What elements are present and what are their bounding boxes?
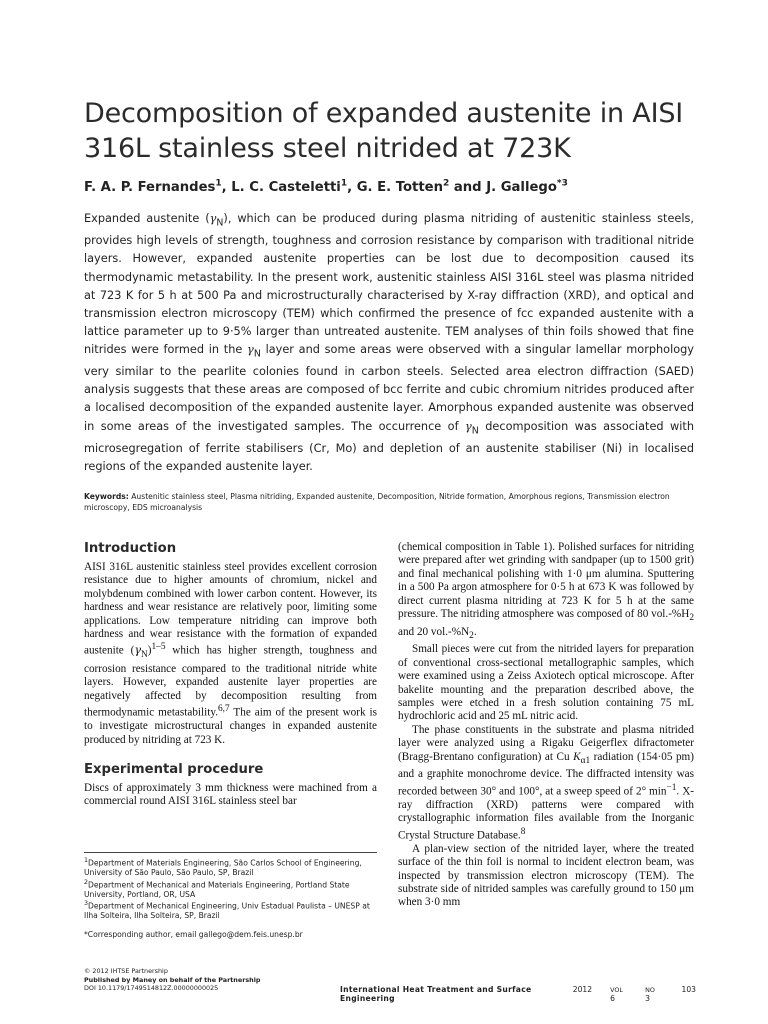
body-text: (chemical composition in Table 1). Polished surfaces for nitriding were prepared after wet grinding with sandpaper (up to 1500 grit) and final mechanical polishing with 1·0 μm alumina. Sputtering in a 500 Pa argon atmosphere for 0·5 h at 673 K was followed by direct current plasma nitriding at 723 K for 5 h at the same pressure. The nitriding atmosphere was composed of 80 vol.-%H (398, 541, 694, 621)
keywords-text: Austenitic stainless steel, Plasma nitriding, Expanded austenite, Decomposition, Nitride formation, Amorphous regions, Transmission electron microscopy, EDS microanalysis (84, 492, 670, 512)
introduction-paragraph (84, 561, 377, 747)
subscript: 2 (689, 613, 694, 624)
publisher-info (84, 967, 344, 993)
affiliation-marker: *3 (556, 178, 568, 189)
affiliation-marker: 1 (340, 178, 348, 189)
body-text: . X-ray diffraction (XRD) patterns were compared with crystallographic information files available from the Inorganic Crystal Structure Database. (398, 785, 695, 842)
right-column (398, 541, 694, 910)
superscript: −1 (666, 782, 677, 793)
abstract (84, 210, 694, 476)
article-title: Decomposition of expanded austenite in AISI 316L stainless steel nitrided at 723K (84, 98, 684, 164)
subscript: α1 (580, 755, 591, 766)
doi-line[interactable]: DOI 10.1179/1749514812Z.00000000025 (84, 984, 219, 993)
subscript: N (141, 650, 148, 661)
body-text: radiation (154·05 pm) and a graphite monochrome device. The diffracted intensity was recorded between 30° and 100°, at a sweep speed of 2° min (398, 750, 694, 798)
body-text: which has higher strength, toughness and corrosion resistance compared to the traditional nitride white layers. However, expanded austenite layer properties are negatively affected by decomposition resulting from thermodynamic metastability. (84, 645, 377, 719)
footnote-marker: 3 (84, 900, 89, 908)
keywords-label: Keywords: (84, 492, 129, 501)
body-paragraph: A plan-view section of the nitrided layer, where the treated surface of the thin foil is normal to incident electron beam, was inspected by transmission electron microscopy (TEM). The substrate side of nitrided samples was carefully ground to 150 μm when 3·0 mm (398, 842, 694, 909)
body-text: The phase constituents in the substrate and plasma nitrided layer were analyzed using a Rigaku Geigerflex difractometer (Bragg-Brentano configuration) at Cu (398, 723, 694, 763)
body-text: . (473, 625, 477, 638)
footnote-text: Department of Mechanical Engineering, Univ Estadual Paulista – UNESP at Ilha Solteira, Ilha Solteira, SP, Brazil (84, 901, 370, 921)
affiliation-marker: 1 (215, 178, 222, 189)
author-name: G. E. Totten (356, 180, 443, 195)
author-separator: , (347, 180, 357, 195)
footnote-text: Department of Materials Engineering, São Carlos School of Engineering, University of São Paulo, São Paulo, SP, Brazil (84, 858, 362, 878)
body-text: AISI 316L austenitic stainless steel provides excellent corrosion resistance due to higher amounts of chromium, nickel and molybdenum combined with lower carbon content. However, its hardness and wear resistance are relatively poor, limiting some applications. Low temperature nitriding can improve both hardness and wear resistance with the formation of expanded austenite ( (84, 561, 377, 658)
gamma-symbol: γ (209, 212, 217, 225)
author-name: J. Gallego (486, 180, 557, 195)
volume-label: VOL (610, 986, 623, 994)
citation-ref[interactable]: 6,7 (218, 704, 230, 715)
keywords (84, 491, 694, 513)
gamma-symbol: γ (465, 419, 472, 433)
volume (610, 986, 627, 1003)
affiliation-footnote (84, 878, 384, 900)
left-column (84, 540, 377, 809)
subscript: N (471, 424, 479, 436)
author-separator: and (449, 180, 487, 195)
publisher-line: Published by Maney on behalf of the Partnership (84, 975, 261, 984)
footnote-marker: 2 (84, 878, 89, 886)
footnote-text: Department of Mechanical and Materials Engineering, Portland State University, Portland, OR, USA (84, 880, 350, 899)
author-name: F. A. P. Fernandes (84, 180, 216, 195)
subscript: N (253, 348, 261, 360)
gamma-symbol: γ (247, 342, 254, 356)
corresponding-author[interactable]: *Corresponding author, email gallego@dem.feis.unesp.br (84, 929, 303, 939)
author-separator: , (221, 180, 232, 195)
citation-ref[interactable]: 8 (520, 826, 526, 837)
body-paragraph: Small pieces were cut from the nitrided layers for preparation of conventional cross-sectional metallographic samples, which were examined using a Zeiss Axiotech optical microscope. After bakelite mounting and the preparation described above, the samples were etched in a fresh solution containing 75 mL hydrochloric acid and 25 mL nitric acid. (398, 643, 694, 723)
section-heading-experimental: Experimental procedure (84, 761, 264, 777)
author-list (84, 180, 724, 195)
math-symbol: K (573, 750, 581, 763)
volume-number: 6 (610, 994, 615, 1003)
issue-label: NO (645, 986, 655, 994)
author-name: L. C. Casteletti (231, 180, 341, 195)
experimental-paragraph: Discs of approximately 3 mm thickness were machined from a commercial round AISI 316L stainless steel bar (84, 781, 377, 808)
page-number: 103 (681, 985, 696, 994)
abstract-text: decomposition was associated with microsegregation of ferrite stabilisers (Cr, Mo) and depletion of an austenite stabiliser (Ni) in localised regions of the expanded austenite layer. (84, 419, 694, 473)
copyright-line: © 2012 IHTSE Partnership (84, 967, 168, 975)
year: 2012 (572, 985, 593, 994)
citation-ref[interactable]: 1–5 (151, 642, 166, 653)
footnotes (84, 856, 384, 939)
affiliation-footnote (84, 899, 384, 921)
affiliation-footnote (84, 856, 384, 878)
body-paragraph (398, 724, 694, 843)
section-heading-introduction: Introduction (84, 541, 177, 556)
journal-name: International Heat Treatment and Surface Engineering (340, 985, 532, 1003)
gamma-symbol: γ (134, 644, 141, 658)
abstract-text: layer and some areas were observed with a singular lamellar morphology very similar to the pearlite colonies found in carbon steels. Selected area electron diffraction (SAED) analysis suggests that these areas are composed of bcc ferrite and cubic chromium nitrides produced after a localised decomposition of the expanded austenite layer. Amorphous expanded austenite was observed in some areas of the investigated samples. The occurrence of (84, 342, 694, 433)
issue-number: 3 (645, 994, 650, 1003)
subscript: N (216, 217, 224, 229)
body-text: ) (147, 645, 152, 658)
footnote-marker: 1 (84, 857, 89, 864)
running-footer (340, 985, 696, 1003)
body-text: and 20 vol.-%N (398, 625, 470, 638)
abstract-text: ), which can be produced during plasma nitriding of austenitic stainless steels, provides high levels of strength, toughness and corrosion resistance by comparison with traditional nitride layers. However, expanded austenite properties can be lost due to decomposition caused its thermodynamic metastability. In the present work, austenitic stainless AISI 316L steel was plasma nitrided at 723 K for 5 h at 500 Pa and microstructurally characterised by X-ray diffraction (XRD), and optical and transmission electron microscopy (TEM) which confirmed the presence of fcc expanded austenite with a lattice parameter up to 9·5% larger than untreated austenite. TEM analyses of thin foils showed that fine nitrides were formed in the (84, 212, 694, 356)
body-paragraph (398, 541, 694, 643)
body-text: The aim of the present work is to investigate microstructural changes in expanded austenite produced by nitriding at 723 K. (84, 706, 377, 746)
affiliation-marker: 2 (443, 178, 450, 189)
subscript: 2 (469, 630, 474, 641)
abstract-text: Expanded austenite ( (84, 212, 210, 225)
issue (645, 986, 659, 1003)
footnote-divider (84, 852, 377, 853)
